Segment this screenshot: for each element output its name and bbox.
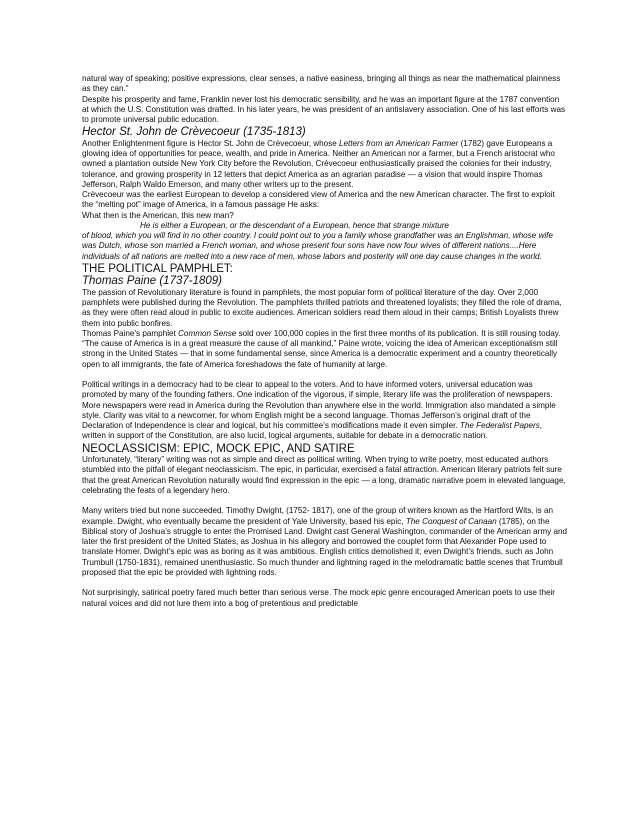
book-title-federalist: The Federalist Papers	[459, 421, 540, 430]
text-run: Political writings in a democracy had to be clear to appeal to the voters. And to have informed voters, universal education was promoted by many of the founding fathers. One indication of the vigorous, if simple, literary life was the proliferation of newspapers. More newspapers were read in America during the Revolution than anywhere else in the world. Immigration also mandated a simple style. Clarity was vital to a newcomer, for whom English might be a second language. Thomas Jefferson’s original draft of the Declaration of Independence is clear and logical, but his committee’s modifications made it even simpler.	[82, 380, 556, 430]
paragraph-political-writings	[82, 380, 568, 442]
heading-neoclassicism: NEOCLASSICISM: EPIC, MOCK EPIC, AND SATIRE	[82, 442, 355, 455]
paragraph-franklin-style: natural way of speaking; positive expressions, clear senses, a native easiness, bringing all things as near the mathematical plainness as they can.”	[82, 74, 561, 94]
paragraph-gap	[82, 370, 568, 380]
text-run: , written in support of the Constitution, are also lucid, logical arguments, suitable for debate in a democratic nation.	[82, 421, 543, 441]
paragraph-pamphlets: The passion of Revolutionary literature is found in pamphlets, the most popular form of political literature of the day. Over 2,000 pamphlets were published during the Revolution. The pamphlets thrilled patriots and threatened loyalists; they filled the role of drama, as they were often read aloud in public to excite audiences. American soldiers read them aloud in their camps; British Loyalists threw them into public bonfires.	[82, 287, 562, 328]
paragraph-dwight	[82, 506, 568, 578]
paragraph-literary-writing: Unfortunately, “literary” writing was not as simple and direct as political writing. When trying to write poetry, most educated authors stumbled into the pitfall of elegant neoclassicism. The epic, in particular, exercised a fatal attraction. American literary patriots felt sure that the great American Revolution naturally would find expression in the epic — a long, dramatic narrative poem in elevated language, celebrating the feats of a legendary hero.	[82, 455, 566, 495]
text-run: Another Enlightenment figure is Hector St. John de Crèvecoeur, whose	[82, 138, 339, 148]
text-run: sold over 100,000 copies in the first three months of its publication. It is still rousing today. “The cause of America is in a great measure the cause of all mankind,” Paine wrote, voicing the idea of American exceptionalism still strong in the United States — that in some fundamental sense, since America is a democratic experiment and a country theoretically open to all immigrants, the fate of America foreshadows the fate of humanity at large.	[82, 328, 561, 369]
text-run: (1785), on the Biblical story of Joshua’s struggle to enter the Promised Land. Dwight cast General Washington, commander of the American army and later the first president of the United States, as Joshua in his allegory and borrowed the couplet form that Alexander Pope used to translate Homer. Dwight’s epic was as boring as it was ambitious. English critics demolished it; even Dwight’s friends, such as John Trumbull (1750-1831), remained unenthusiastic. So much thunder and lightning raged in the melodramatic battle scenes that Trumbull proposed that the epic be provided with lightning rods.	[82, 516, 568, 577]
text-run: (1782) gave Europeans a glowing idea of opportunities for peace, wealth, and pride in America. Neither an American nor a farmer, but a French aristocrat who owned a plantation outside New York City before the Revolution, Crèvecoeur enthusiastically praised the colonies for their industry, tolerance, and growing prosperity in 12 letters that depict America as an agrarian paradise — a vision that would inspire Thomas Jefferson, Ralph Waldo Emerson, and many other writers up to the present.	[82, 138, 555, 189]
paragraph-melting-pot: Crèvecoeur was the earliest European to develop a considered view of America and the new American character. The first to exploit the “melting pot” image of America, in a famous passage He asks:	[82, 190, 555, 210]
heading-thomas-paine: Thomas Paine (1737-1809)	[82, 275, 222, 288]
paragraph-satire: Not surprisingly, satirical poetry fared much better than serious verse. The mock epic genre encouraged American poets to use their natural voices and did not lure them into a bog of pretentious and predictable	[82, 588, 555, 608]
book-title-common-sense: Common Sense	[178, 328, 237, 338]
paragraph-gap	[82, 496, 568, 506]
book-title-canaan: The Conquest of Canaan	[405, 516, 497, 526]
document-page	[82, 74, 568, 609]
text-run: Thomas Paine’s pamphlet	[82, 328, 179, 338]
heading-political-pamphlet: THE POLITICAL PAMPHLET:	[82, 262, 233, 275]
paragraph-question: What then is the American, this new man?	[82, 210, 234, 220]
paragraph-common-sense	[82, 329, 568, 370]
block-quote-first-line: He is either a European, or the descendant of a European, hence that strange mixture	[140, 220, 449, 230]
paragraph-gap	[82, 578, 568, 588]
text-run: Many writers tried but none succeeded. Timothy Dwight, (1752- 1817), one of the group of writers known as the Hartford Wits, is an example. Dwight, who eventually became the president of Yale University, based his epic,	[82, 506, 554, 526]
book-title-letters: Letters from an American Farmer	[338, 138, 459, 148]
paragraph-franklin-legacy: Despite his prosperity and fame, Franklin never lost his democratic sensibility, and he was an important figure at the 1787 convention at which the U.S. Constitution was drafted. In his later years, he was president of an antislavery association. One of his last efforts was to promote universal public education.	[82, 94, 566, 124]
heading-crevecoeur: Hector St. John de Crèvecoeur (1735-1813)	[82, 126, 306, 139]
block-quote-rest: of blood, which you will find in no other country. I could point out to you a family whose grandfather was an Englishman, whose wife was Dutch, whose son married a French woman, and whose present four sons have now four wives of different nations....Here individuals of all nations are melted into a new race of men, whose labors and posterity will one day cause changes in the world.	[82, 231, 553, 261]
paragraph-crevecoeur-intro	[82, 139, 568, 190]
